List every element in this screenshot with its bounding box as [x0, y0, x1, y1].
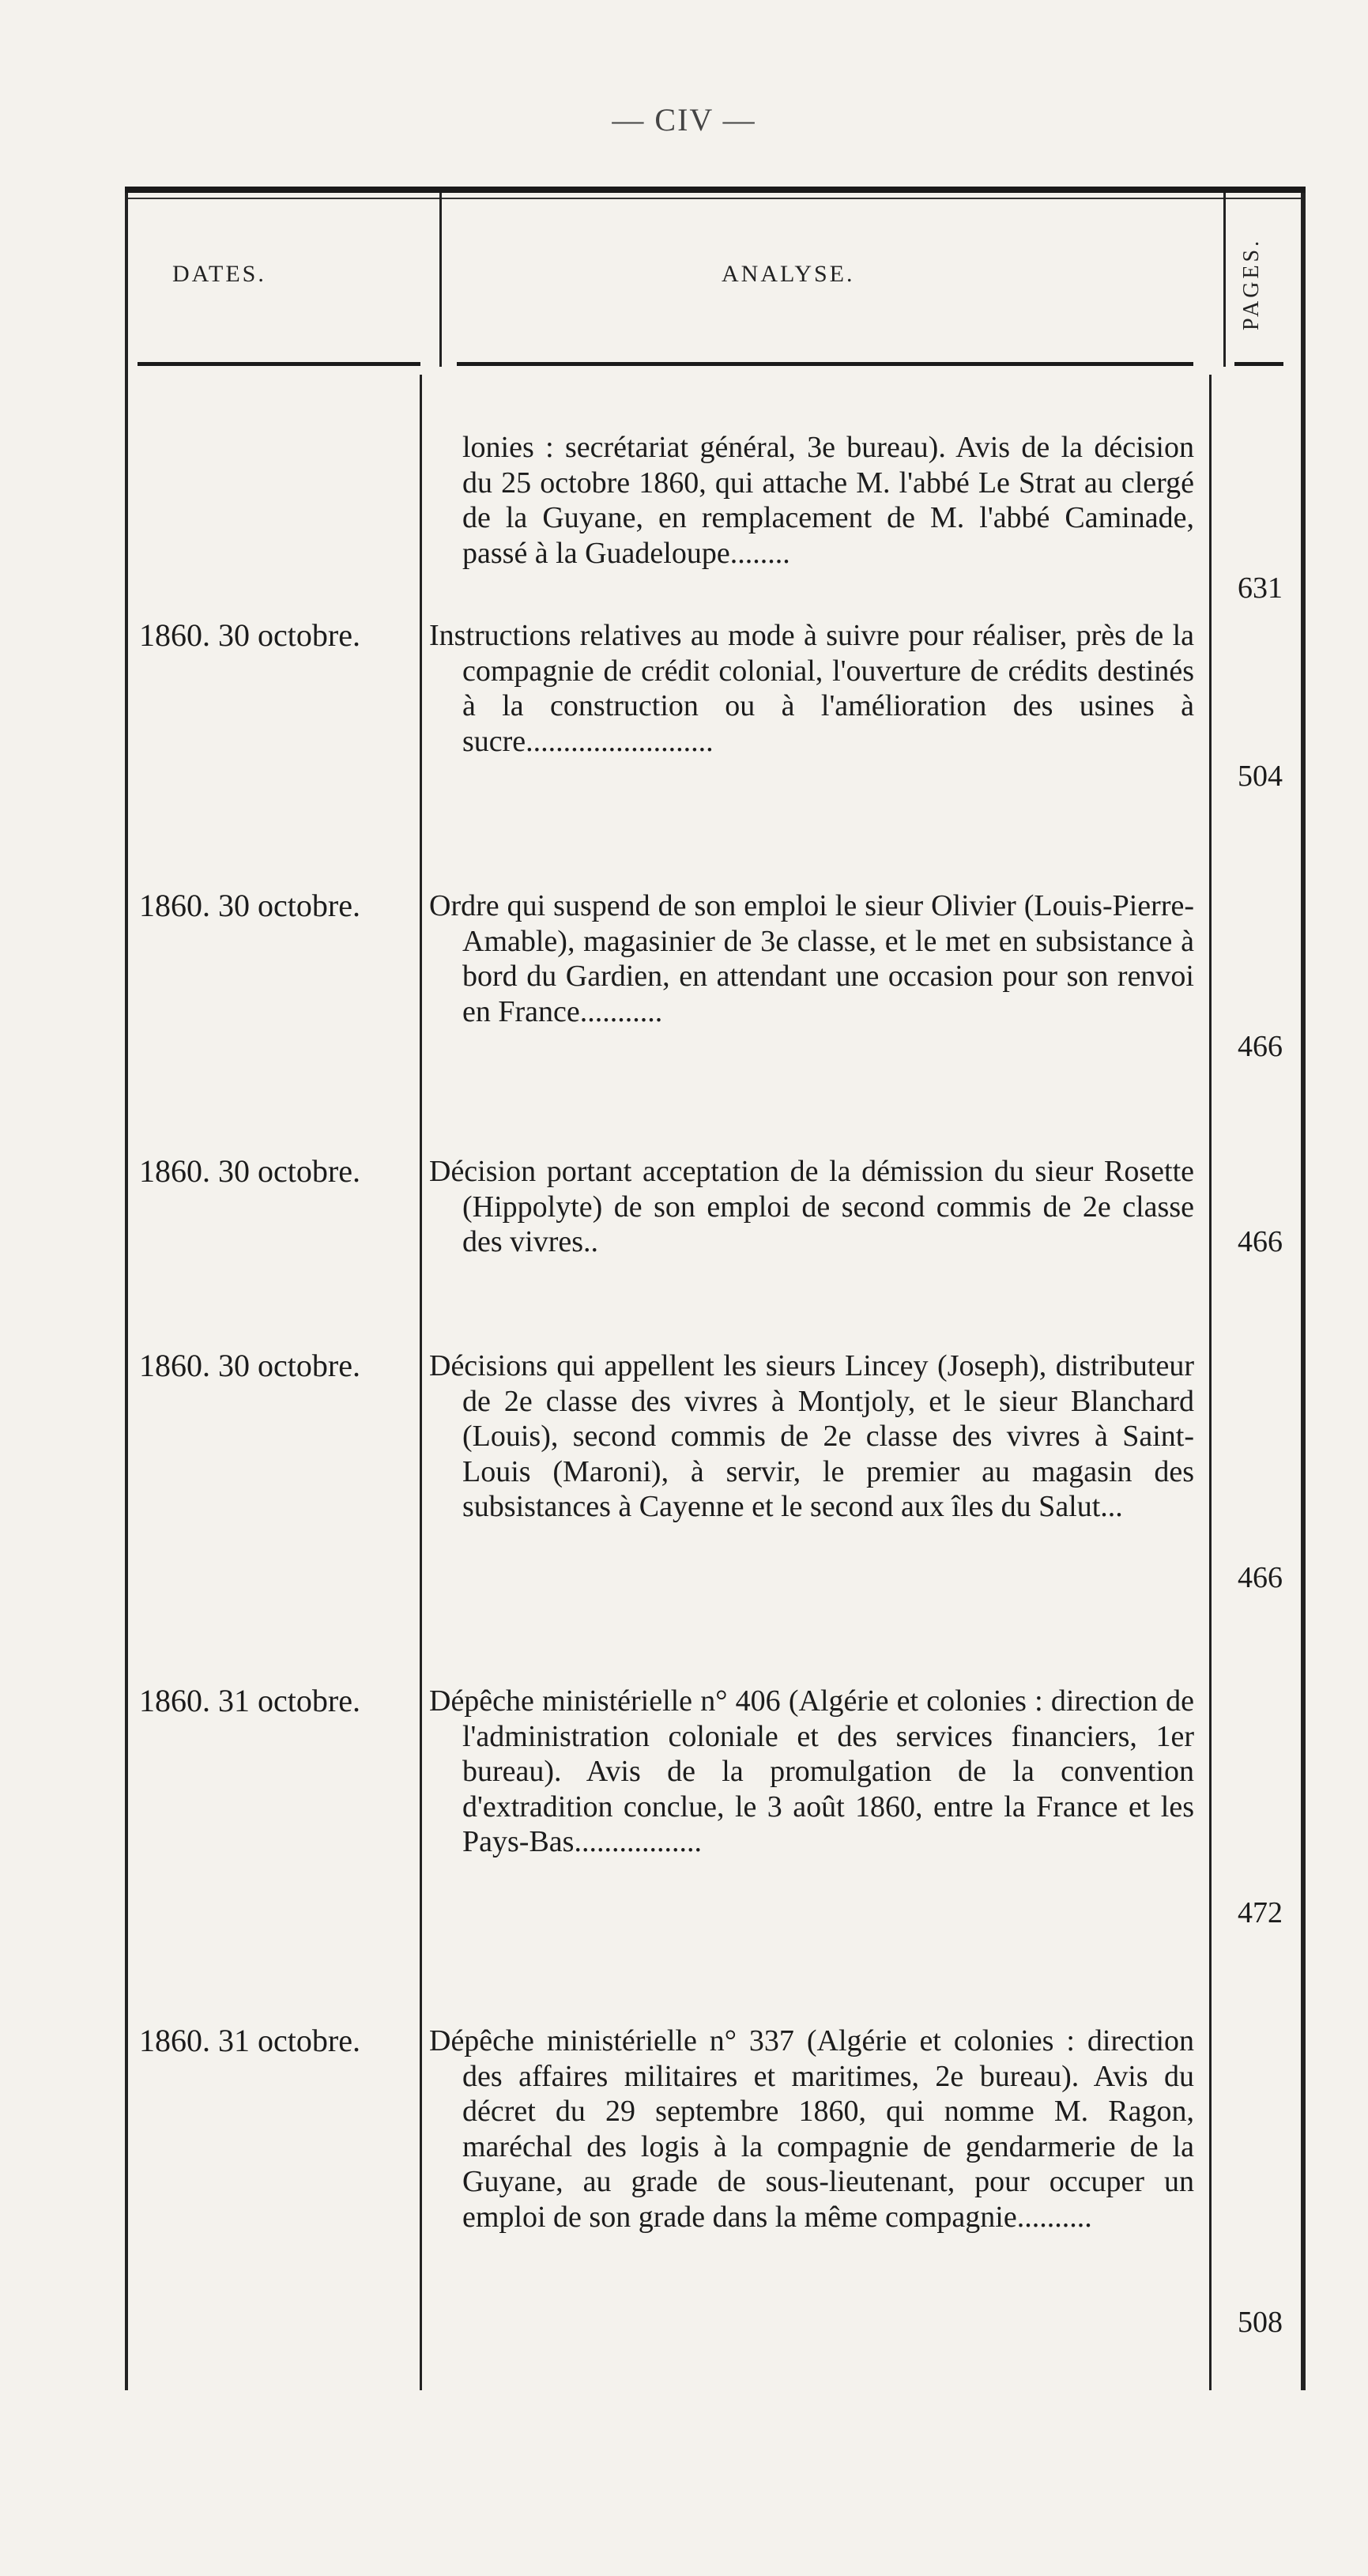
- column-divider: [420, 375, 422, 2390]
- page-header: — CIV —: [612, 102, 756, 138]
- entry-date: 1860. 30 octobre.: [139, 888, 360, 923]
- table-border-right: [1301, 193, 1306, 2390]
- entry-analysis: Dépêche ministérielle n° 406 (Algérie et colonies : direction de l'administration coloniale et des services financiers, 1er bureau). Avis de la promulgation de la convention d'extradition conclue, le 3 août 1860, entre la France et les Pays-Bas.................: [429, 1684, 1194, 1858]
- column-divider: [439, 193, 442, 367]
- entry-analysis: Décision portant acceptation de la démission du sieur Rosette (Hippolyte) de son emploi de second commis de 2e classe des vivres..: [429, 1155, 1194, 1258]
- column-header-pages: PAGES.: [1239, 237, 1264, 330]
- entry-date: 1860. 31 octobre.: [139, 2023, 360, 2058]
- header-rule: [1234, 362, 1283, 366]
- entry-page: 508: [1238, 2306, 1283, 2339]
- entry-page: 466: [1238, 1225, 1283, 1258]
- entry-page: 466: [1238, 1030, 1283, 1063]
- entry-date: 1860. 31 octobre.: [139, 1683, 360, 1718]
- header-rule: [457, 362, 1193, 366]
- entry-analysis: lonies : secrétariat général, 3e bureau). Avis de la décision du 25 octobre 1860, qui attache M. l'abbé Le Strat au clergé de la Guyane, en remplacement de M. l'abbé Caminade, passé à la Guadeloupe........: [462, 431, 1194, 570]
- entry-date: 1860. 30 octobre.: [139, 1153, 360, 1189]
- column-header-analyse: ANALYSE.: [722, 261, 855, 287]
- entry-page: 472: [1238, 1896, 1283, 1929]
- entry-page: 466: [1238, 1561, 1283, 1594]
- entry-analysis: Ordre qui suspend de son emploi le sieur Olivier (Louis-Pierre-Amable), magasinier de 3e classe, et le met en subsistance à bord du Gardien, en attendant une occasion pour son renvoi en France...........: [429, 889, 1194, 1028]
- entry-page: 631: [1238, 571, 1283, 605]
- entry-analysis: Dépêche ministérielle n° 337 (Algérie et colonies : direction des affaires militaires et maritimes, 2e bureau). Avis du décret du 29 septembre 1860, qui nomme M. Ragon, maréchal des logis à la compagnie de gendarmerie de la Guyane, au grade de sous-lieutenant, pour occuper un emploi de son grade dans la même compagnie..........: [429, 2024, 1194, 2234]
- entry-analysis: Instructions relatives au mode à suivre pour réaliser, près de la compagnie de crédit colonial, l'ouverture de crédits destinés à la construction ou à l'amélioration des usines à sucre.........................: [429, 619, 1194, 758]
- index-table: [125, 187, 1306, 2390]
- column-divider: [1223, 193, 1226, 367]
- column-header-dates: DATES.: [172, 261, 266, 287]
- entry-date: 1860. 30 octobre.: [139, 1348, 360, 1383]
- entry-date: 1860. 30 octobre.: [139, 617, 360, 653]
- header-rule: [138, 362, 420, 366]
- entry-page: 504: [1238, 760, 1283, 793]
- column-divider: [1209, 375, 1212, 2390]
- entry-analysis: Décisions qui appellent les sieurs Lincey (Joseph), distributeur de 2e classe des vivres à Montjoly, et le sieur Blanchard (Louis), second commis de 2e classe des vivres à Saint-Louis (Maroni), à servir, le premier au magasin des subsistances à Cayenne et le second aux îles du Salut...: [429, 1349, 1194, 1523]
- table-border-left: [125, 193, 128, 2390]
